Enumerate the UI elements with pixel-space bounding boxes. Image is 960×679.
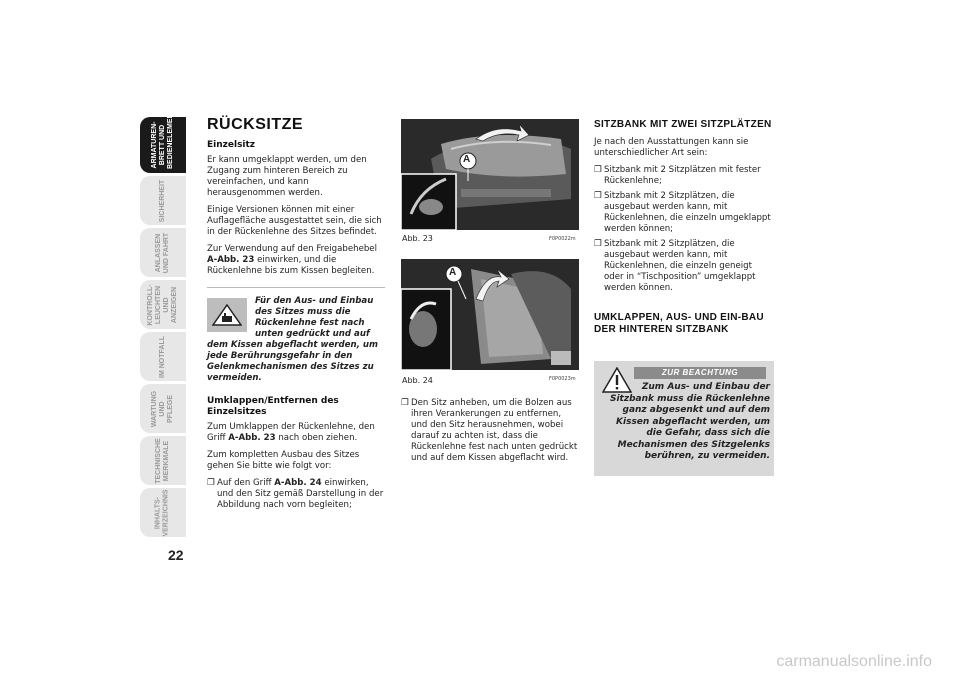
paragraph: Er kann umgeklappt werden, um den Zugang zum hinteren Bereich zu vereinfachen, und kann herausgenommen werden.	[207, 155, 367, 198]
figure-caption: Abb. 23	[402, 234, 433, 243]
list-item: ❐ Sitzbank mit 2 Sitzplätzen mit fester Rückenlehne;	[594, 165, 761, 186]
list-item: ❐ Sitzbank mit 2 Sitzplätzen, die ausgebaut werden kann, mit Rückenlehnen, die einzeln geneigt oder in “Tischposition” umgeklappt werden können.	[594, 239, 756, 293]
paragraph: Je nach den Ausstattungen kann sie unterschiedlicher Art sein:	[594, 137, 749, 158]
column-middle-text	[401, 398, 579, 468]
warning-hand-icon	[207, 298, 247, 332]
list-item: ❐ Den Sitz anheben, um die Bolzen aus ihren Verankerungen zu entfernen, und den Sitz herausnehmen, wobei darauf zu achten ist, dass die Rückenlehne fest nach unten gedrückt und auf dem Kissen abgeflacht wird.	[401, 398, 578, 463]
figure-23	[401, 119, 579, 230]
subtitle-einzelsitz: Einzelsitz	[207, 140, 256, 150]
checkbox-bullet-icon: ❐	[207, 478, 215, 488]
column-left	[207, 116, 385, 515]
figure-reference: A-Abb. 24	[274, 478, 322, 488]
tab-technische-merkmale[interactable]	[140, 436, 186, 485]
tab-armaturenbrett[interactable]	[140, 104, 186, 173]
checkbox-bullet-icon: ❐	[594, 239, 602, 249]
warning-text: Für den Aus- und Einbau des Sitzes muss die Rückenlehne fest nach unten gedrückt und auf dem Kissen abgeflacht werden, um jede Berührungsgefahr in den Gelenkmechanismen des Sitzes zu vermeiden.	[207, 296, 378, 383]
tab-label: ARMATUREN- BRETT UND BEDIENELEMENTE	[151, 104, 174, 169]
section-heading: SITZBANK MIT ZWEI SITZPLÄTZEN	[594, 119, 772, 130]
tab-wartung[interactable]	[140, 384, 186, 433]
page-number: 22	[168, 547, 184, 563]
warning-box	[207, 287, 385, 384]
tab-label: INHALTS- VERZEICHNIS	[155, 488, 170, 537]
tab-label: WARTUNG UND PFLEGE	[151, 390, 174, 427]
attention-text: Zum Aus- und Einbau der Sitzbank muss die Rückenlehne ganz abgesenkt und auf dem Kissen abgeflacht werden, um die Gefahr, dass sich die Mechanismen des Sitzgelenks berühren, zu vermeiden.	[609, 382, 770, 461]
tab-label: ANLASSEN UND FAHRT	[155, 232, 170, 273]
figure-code: F0P0023m	[549, 376, 576, 382]
attention-box	[594, 361, 774, 476]
tab-im-notfall[interactable]	[140, 332, 186, 381]
tab-sicherheit[interactable]	[140, 176, 186, 225]
section-heading: UMKLAPPEN, AUS- UND EIN-BAU DER HINTEREN SITZBANK	[594, 312, 764, 335]
checkbox-bullet-icon: ❐	[401, 398, 409, 408]
tab-label: SICHERHEIT	[159, 179, 166, 222]
figure-code: F0P0022m	[549, 236, 576, 242]
list-item: ❐ Sitzbank mit 2 Sitzplätzen, die ausgebaut werden kann, mit Rückenlehnen, die einzeln umgeklappt werden können;	[594, 191, 771, 234]
tab-kontrollleuchten[interactable]	[140, 280, 186, 329]
list-item: ❐ Auf den Griff A-Abb. 24 einwirken, und den Sitz gemäß Darstellung in der Abbildung nach vorn begleiten;	[207, 478, 384, 510]
tab-anlassen[interactable]	[140, 228, 186, 277]
figure-reference: A-Abb. 23	[228, 433, 276, 443]
tab-label: IM NOTFALL	[159, 335, 166, 378]
subtitle-umklappen: Umklappen/Entfernen des Einzelsitzes	[207, 396, 339, 417]
paragraph: Zur Verwendung auf den Freigabehebel A-Abb. 23 einwirken, und die Rückenlehne bis zum Kissen begleiten.	[207, 244, 377, 276]
paragraph: Einige Versionen können mit einer Auflagefläche ausgestattet sein, die sich in der Rückenlehne des Sitzes befindet.	[207, 205, 382, 237]
figure-caption: Abb. 24	[402, 376, 433, 385]
paragraph: Zum Umklappen der Rückenlehne, den Griff A-Abb. 23 nach oben ziehen.	[207, 422, 375, 443]
tab-inhaltsverzeichnis[interactable]	[140, 488, 186, 537]
checkbox-bullet-icon: ❐	[594, 165, 602, 175]
tab-label: TECHNISCHE MERKMALE	[155, 437, 170, 484]
callout-a: A	[463, 154, 471, 165]
watermark: carmanualsonline.info	[776, 653, 932, 670]
callout-a: A	[449, 267, 457, 278]
tab-label: KONTROLL- LEUCHTEN UND ANZEIGEN	[147, 283, 178, 326]
paragraph: Zum kompletten Ausbau des Sitzes gehen Sie bitte wie folgt vor:	[207, 450, 360, 471]
checkbox-bullet-icon: ❐	[594, 191, 602, 201]
attention-label: ZUR BEACHTUNG	[634, 367, 766, 379]
page-title: RÜCKSITZE	[207, 116, 304, 133]
column-right	[594, 119, 774, 342]
figure-24	[401, 259, 579, 370]
chapter-tabs	[140, 104, 186, 540]
figure-reference: A-Abb. 23	[207, 255, 255, 265]
